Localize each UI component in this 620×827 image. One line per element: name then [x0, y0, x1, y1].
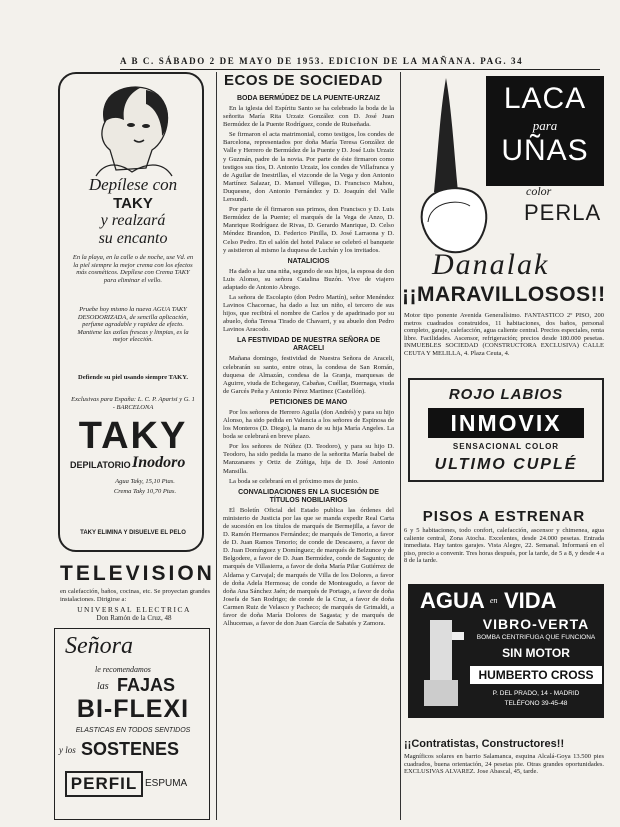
television-title: TELEVISION — [60, 562, 215, 585]
taky-body-1: En la playa, en la calle o de noche, use Vd. en la piel siempre la mejor crema con los efectos más cosméticos. Depílese con Crema TAKY para eliminar el vello. — [72, 254, 194, 284]
taky-footer: TAKY ELIMINA Y DISUELVE EL PELO — [80, 530, 186, 536]
agua-en: en — [490, 596, 498, 605]
inmovix-ad — [408, 378, 604, 482]
ecos-titulos-p1: El Boletín Oficial del Estado publica las órdenes del ministerio de Justicia por las que se manda expedir Real Carta de sucesión en los títulos de marqués de Bermejilla, a favor de D. Ramón Hermanos Fernández; de marqués de Tenorio, a favor de D. Juan Ramos Tenorio; de conde de Descasero, a favor de D. Juan Domínguez y Domínguez; de marqués de Belzunce y de Belgodere, a favor de D. Juan Bermúdez, conde de Sagunto; de marqués de Villasierra, a favor de doña María Pilar Gutiérrez de Aldama y Carvajal; de marqués de Villa de los Dolores, a favor de doña Adela Hermosa; de conde de Monteagudo, a favor de doña Ana Sánchez Jaén; de marqués de Portago, a favor de doña Josefa de San Rodrigo; de conde de la Cruz, a favor de doña Carmen Ruiz de Velasco y Pacheco; de marqués de Grimaldi, a favor de doña María Dolores de Sagasta; y de marqués de Alhucemas, a favor de don Juan García de Sabatés y Zamora. — [223, 506, 394, 628]
taky-slogan-1: Depílese con — [88, 175, 178, 194]
ecos-column — [223, 92, 394, 820]
inmovix-brand: INMOVIX — [428, 408, 584, 438]
agua-vida: VIDA — [504, 588, 557, 613]
fajas-ad — [54, 628, 210, 820]
agua-sinmotor: SIN MOTOR — [502, 646, 570, 660]
fajas-perfil: PERFIL — [65, 771, 143, 797]
ecos-boda-p2: Se firmaron el acta matrimonial, como testigos, los condes de Barcelona, representados por doña María Teresa González de Valle y Herrero de Bermúdez de la Puente y D. José Luis Urzaiz y Guzmán, padre de la novia. Por parte de éste firmaron como testigos sus tíos, D. Antonio Urzaiz, los condes de Villafranca y de Aguilar de Inestrillas, el vizconde de la Vega y don Antonio Martínez Salazar, D. Manuel Villegas, D. Francisco Mahou, Duquesne, don Antonio Fernández y D. Joaquín del Valle Lersundi. — [223, 131, 394, 204]
taky-inodoro: Inodoro — [132, 454, 186, 471]
fajas-espuma: ESPUMA — [145, 778, 188, 789]
column-rule-left — [216, 72, 217, 820]
ecos-title: ECOS DE SOCIEDAD — [224, 72, 383, 89]
taky-price-2: Crema Taky 10,70 Ptas. — [113, 488, 177, 495]
ecos-natalicios-p1: Ha dado a luz una niña, segundo de sus hijos, la esposa de don Luis Alonso, su señora Catalina Buzón. Vive de viajero adaptado de Antonio Abrego. — [223, 267, 394, 291]
ecos-natalicios-head: NATALICIOS — [287, 257, 330, 265]
contratistas-title: ¡¡Contratistas, Constructores!! — [404, 738, 565, 750]
ecos-peticiones-head: PETICIONES DE MANO — [269, 398, 348, 406]
agua-ad — [408, 584, 604, 718]
agua-title: AGUA — [420, 588, 485, 613]
ecos-peticiones-p1: Por los señores de Herrero Aguila (don Andrés) y para su hijo Alonso, ha sido pedida en Valencia a los señores de Espinosa de los Monteros (D. Diego), la mano de su hija María Angeles. La boda se celebrará en breve plazo. — [223, 408, 394, 441]
ecos-peticiones-p2: Por los señores de Núñez (D. Teodoro), y para su hijo D. Teodoro, ha sido pedida la mano de la señorita María Isabel de Manzanares y Ortiz de Zúñiga, hija de D. José Antonio Mansilla. — [223, 443, 394, 475]
fajas-senora: Señora — [65, 633, 133, 659]
fajas-recomendamos: le recomendamos — [95, 665, 151, 674]
ecos-araceli-head: LA FESTIVIDAD DE NUESTRA SEÑORA DE ARACELI — [236, 337, 381, 353]
ecos-peticiones-p3: La boda se celebrará en el próximo mes de junio. — [229, 477, 359, 485]
taky-ad — [58, 72, 204, 552]
laca-para: para — [532, 118, 558, 133]
laca-title: LACA — [503, 82, 587, 115]
television-address: Don Ramón de la Cruz, 48 — [96, 614, 172, 622]
pisos-body: 6 y 5 habitaciones, todo confort, calefacción, ascensor y chimenea, agua caliente central, Zona Atocha. Excelentes, desde 24.000 pesetas. Entrada inmediata. Hay tantos garajes. Vista Alegre, 22. Semanal. Informará en el piso, precio a convenir. Tres horas después, por la tarde, de 5 a 8, y desde 4 a 8 de la tarde. — [404, 527, 605, 565]
laca-brand: Danalak — [432, 248, 550, 281]
header-rule — [120, 69, 600, 70]
fajas-sostenes: SOSTENES — [81, 739, 180, 759]
laca-ad — [408, 72, 604, 310]
ecos-boda-head: BODA BERMÚDEZ DE LA PUENTE-URZAIZ — [237, 95, 380, 102]
agua-telefono: TELÉFONO 39-45-48 — [504, 700, 568, 707]
pisos-title: PISOS A ESTRENAR — [422, 508, 586, 525]
inmovix-sensacional: SENSACIONAL COLOR — [452, 442, 560, 451]
inmovix-rojo: ROJO LABIOS — [448, 386, 564, 403]
pump-icon — [416, 612, 466, 712]
taky-distributor: Exclusivas para España: L. C. P. Aparisi y G. 1 - BARCELONA — [71, 396, 195, 411]
inmovix-ultimo: ULTIMO CUPLÉ — [434, 456, 578, 473]
taky-price-1: Agua Taky, 15,10 Ptas. — [115, 478, 175, 485]
taky-body-3: Defiende su piel usando siempre TAKY. — [78, 374, 188, 381]
television-company: UNIVERSAL ELECTRICA — [77, 605, 191, 614]
fajas-las: las — [97, 681, 109, 692]
fajas-biflexi: BI-FLEXI — [76, 695, 190, 723]
taky-slogan-3: su encanto — [98, 230, 168, 247]
television-body: en calefacción, baños, cocinas, etc. Se proyectan grandes instalaciones. Dirigirse a: — [60, 588, 210, 603]
woman-illustration — [76, 80, 188, 178]
fajas-ylos: y los — [59, 745, 76, 755]
ecos-boda-p1: En la iglesia del Espíritu Santo se ha celebrado la boda de la señorita María Rita Urzaiz González con D. José Juan Bermúdez de la Puente Rodríguez, conde de Ruiseñada. — [223, 105, 394, 129]
taky-body-2: Pruebe hoy mismo la nueva AGUA TAKY DESODORIZADA, de sencilla aplicación, perfume agradable y rapidez de efecto. Mantiene las axilas frescas y limpias, es la mejor elección. — [77, 306, 189, 344]
taky-logo: TAKY — [78, 415, 188, 457]
ecos-boda-p3: Por parte de él firmaron sus primos, don Francisco y D. Luis Bermúdez de la Puente; el marqués de la Vega de Anzo, D. Manrique Rodríguez de Rivas, D. Gerardo Manrique, D. Celso Méndez Brandon, D. Federico Pinilla, D. José Larraona y D. Celso Pedro. En el salón del hotel Palace se celebró el banquete y asistieron al mismo la duquesa de Luchán y los invitados. — [223, 206, 394, 254]
agua-address: P. DEL PRADO, 14 - MADRID — [492, 690, 580, 697]
fajas-elasticas: ELASTICAS EN TODOS SENTIDOS — [75, 727, 191, 734]
maravillosos-title: ¡¡MARAVILLOSOS!! — [402, 283, 606, 306]
laca-perla: PERLA — [524, 200, 602, 225]
maravillosos-body: Motor tipo ponente Avenida Generalísimo. FANTASTICO 2º PISO, 200 metros cuadrados construidos, 11 habitaciones, dos baños, personal completo, garaje, calefacción, agua caliente central. Precios especiales, renta libre. Facilidades. Ascensor, refrigeración; precios desde 180.000 pesetas. INMUEBLES SOCIEDAD (CONSTRUCTORA EXCLUSIVA) CALLE CEUTA Y MELILLA, 4. Plaza Ceuta, 4. — [404, 312, 604, 357]
taky-brand: TAKY — [113, 195, 153, 212]
laca-color: color — [526, 184, 552, 198]
taky-slogan-2: y realzará — [100, 212, 166, 229]
agua-vibro: VIBRO-VERTA — [482, 616, 590, 632]
ecos-araceli-p1: Mañana domingo, festividad de Nuestra Señora de Araceli, celebrarán su santo, entre otras, la condesa de San Román, duquesa de Almazán, condesa de la Granja, marquesas de Aguirre, viuda de Echegaray, Cabañas, Cuéllar, Buernaga, viuda de Garcés Peña y Antonio Pérez Martinez (Castellón). — [223, 355, 394, 395]
contratistas-body: Magníficos solares en barrio Salamanca, esquina Alcalá-Goya 13.500 pies cuadrados, buena orientación, 24 pesetas pie. Otras grandes oportunidades. EXCLUSIVAS ALVAREZ. Jose Abascal, 45, tarde. — [404, 753, 604, 776]
laca-unas: UÑAS — [501, 134, 589, 167]
ecos-natalicios-p2: La señora de Escolapio (don Pedro Martín), señor Menéndez Lavinos Chacornac, ha dado a luz un niño, el tercero de sus hijos, que recibirá el nombre de Carlos y de apadrinado por su abuelo, doña Teresa Tirado de Chavarri, y su abuelo don Pedro Lavinos Aracodo. — [223, 293, 394, 334]
agua-humberto: HUMBERTO CROSS — [470, 666, 602, 684]
ecos-titulos-head: CONVALIDACIONES EN LA SUCESIÓN DE TÍTULOS NOBILIARIOS — [238, 488, 379, 504]
column-rule-right — [400, 72, 401, 820]
taky-depilatorio: DEPILATORIO — [70, 460, 131, 470]
fajas-title: FAJAS — [117, 675, 176, 695]
agua-bomba: BOMBA CENTRIFUGA QUE FUNCIONA — [476, 634, 596, 641]
page-header: A B C. SÁBADO 2 DE MAYO DE 1953. EDICION DE LA MAÑANA. PAG. 34 — [120, 56, 524, 66]
